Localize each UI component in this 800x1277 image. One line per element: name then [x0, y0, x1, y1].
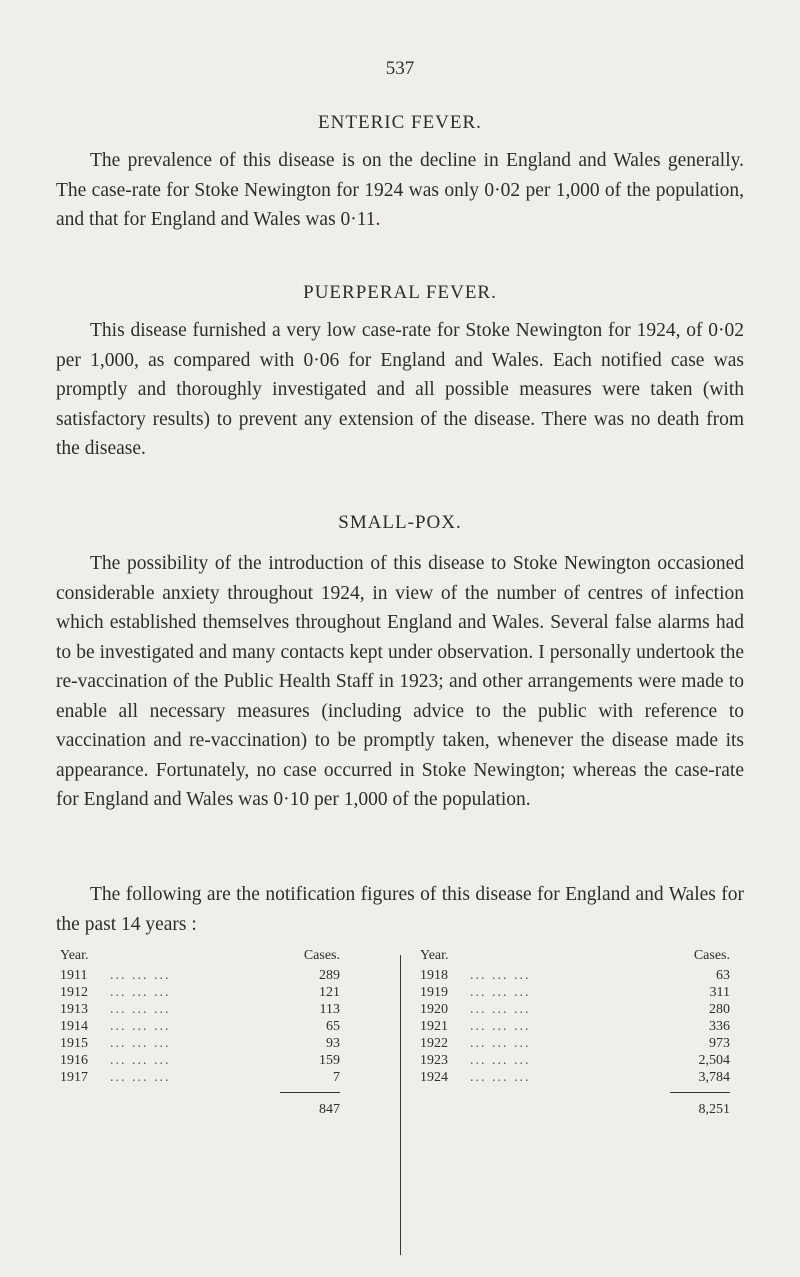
cases-cell: 7 [333, 1070, 340, 1085]
table-row [420, 1035, 730, 1052]
cases-cell: 289 [319, 968, 340, 983]
left-total: 847 [319, 1102, 340, 1117]
leader-dots: ... ... ... [110, 968, 171, 983]
year-cell: 1914 [60, 1019, 88, 1034]
cases-cell: 311 [709, 985, 730, 1000]
table-right-column [420, 945, 730, 1121]
paragraph-enteric-fever: The prevalence of this disease is on the decline in England and Wales generally. The case-rate for Stoke Newington for 1924 was only 0·02 per 1,000 of the population, and that for England and Wales was 0·11. [56, 150, 744, 230]
table-row [60, 967, 340, 984]
right-total: 8,251 [698, 1102, 730, 1117]
leader-dots: ... ... ... [110, 1070, 171, 1085]
leader-dots: ... ... ... [470, 1053, 531, 1068]
year-cell: 1918 [420, 968, 448, 983]
table-row [60, 1035, 340, 1052]
year-cell: 1924 [420, 1070, 448, 1085]
leader-dots: ... ... ... [110, 1053, 171, 1068]
year-cell: 1915 [60, 1036, 88, 1051]
year-header: Year. [60, 948, 89, 963]
table-row [420, 984, 730, 1001]
table-row [60, 1018, 340, 1035]
table-row [60, 1052, 340, 1069]
table-header [420, 945, 730, 967]
table-row [60, 1001, 340, 1018]
year-cell: 1912 [60, 985, 88, 1000]
year-cell: 1917 [60, 1070, 88, 1085]
cases-cell: 3,784 [698, 1070, 730, 1085]
leader-dots: ... ... ... [470, 1070, 531, 1085]
year-cell: 1919 [420, 985, 448, 1000]
leader-dots: ... ... ... [110, 1019, 171, 1034]
paragraph-small-pox: The possibility of the introduction of this disease to Stoke Newington occasioned considerable anxiety throughout 1924, in view of the number of centres of infection which established themselves throughout England and Wales. Several false alarms had to be investigated and many contacts kept under observation. I personally undertook the re-vaccination of the Public Health Staff in 1923; and other arrangements were made to enable all necessary measures (including advice to the public with reference to vaccination and re-vaccination) to be promptly taken, whenever the disease made its appearance. Fortunately, no case occurred in Stoke Newington; whereas the case-rate for England and Wales was 0·10 per 1,000 of the population. [56, 553, 744, 810]
year-cell: 1922 [420, 1036, 448, 1051]
table-row [420, 1052, 730, 1069]
cases-cell: 280 [709, 1002, 730, 1017]
leader-dots: ... ... ... [470, 985, 531, 1000]
leader-dots: ... ... ... [470, 1019, 531, 1034]
heading-enteric-fever: ENTERIC FEVER. [318, 112, 482, 133]
year-cell: 1921 [420, 1019, 448, 1034]
column-divider [400, 955, 401, 1255]
table-row [420, 967, 730, 984]
cases-header: Cases. [303, 948, 340, 963]
year-cell: 1911 [60, 968, 88, 983]
leader-dots: ... ... ... [110, 985, 171, 1000]
year-cell: 1916 [60, 1053, 88, 1068]
year-header: Year. [420, 948, 449, 963]
page-number: 537 [385, 58, 415, 79]
paragraph-puerperal-fever: This disease furnished a very low case-rate for Stoke Newington for 1924, of 0·02 per 1,000, as compared with 0·06 for England and Wales. Each notified case was promptly and thoroughly investigated and all possible measures were taken (with satisfactory results) to prevent any extension of the disease. There was no death from the disease. [56, 320, 744, 459]
table-left-column [60, 945, 340, 1121]
cases-cell: 93 [326, 1036, 340, 1051]
total-rule [280, 1092, 340, 1093]
year-cell: 1913 [60, 1002, 88, 1017]
leader-dots: ... ... ... [470, 1036, 531, 1051]
cases-cell: 65 [326, 1019, 340, 1034]
cases-cell: 2,504 [698, 1053, 730, 1068]
table-row [60, 984, 340, 1001]
table-row [60, 1069, 340, 1086]
leader-dots: ... ... ... [470, 1002, 531, 1017]
cases-cell: 113 [319, 1002, 340, 1017]
cases-cell: 63 [716, 968, 730, 983]
cases-cell: 336 [709, 1019, 730, 1034]
year-cell: 1923 [420, 1053, 448, 1068]
leader-dots: ... ... ... [470, 968, 531, 983]
table-row [420, 1069, 730, 1086]
year-cell: 1920 [420, 1002, 448, 1017]
notification-figures-table [60, 945, 740, 1245]
cases-cell: 973 [709, 1036, 730, 1051]
table-row [420, 1001, 730, 1018]
leader-dots: ... ... ... [110, 1036, 171, 1051]
table-header [60, 945, 340, 967]
total-rule [670, 1092, 730, 1093]
table-row [420, 1018, 730, 1035]
heading-puerperal-fever: PUERPERAL FEVER. [303, 282, 497, 303]
cases-cell: 159 [319, 1053, 340, 1068]
leader-dots: ... ... ... [110, 1002, 171, 1017]
paragraph-notification-intro: The following are the notification figures of this disease for England and Wales for the past 14 years : [56, 884, 744, 935]
heading-small-pox: SMALL-POX. [338, 512, 462, 533]
cases-cell: 121 [319, 985, 340, 1000]
cases-header: Cases. [693, 948, 730, 963]
